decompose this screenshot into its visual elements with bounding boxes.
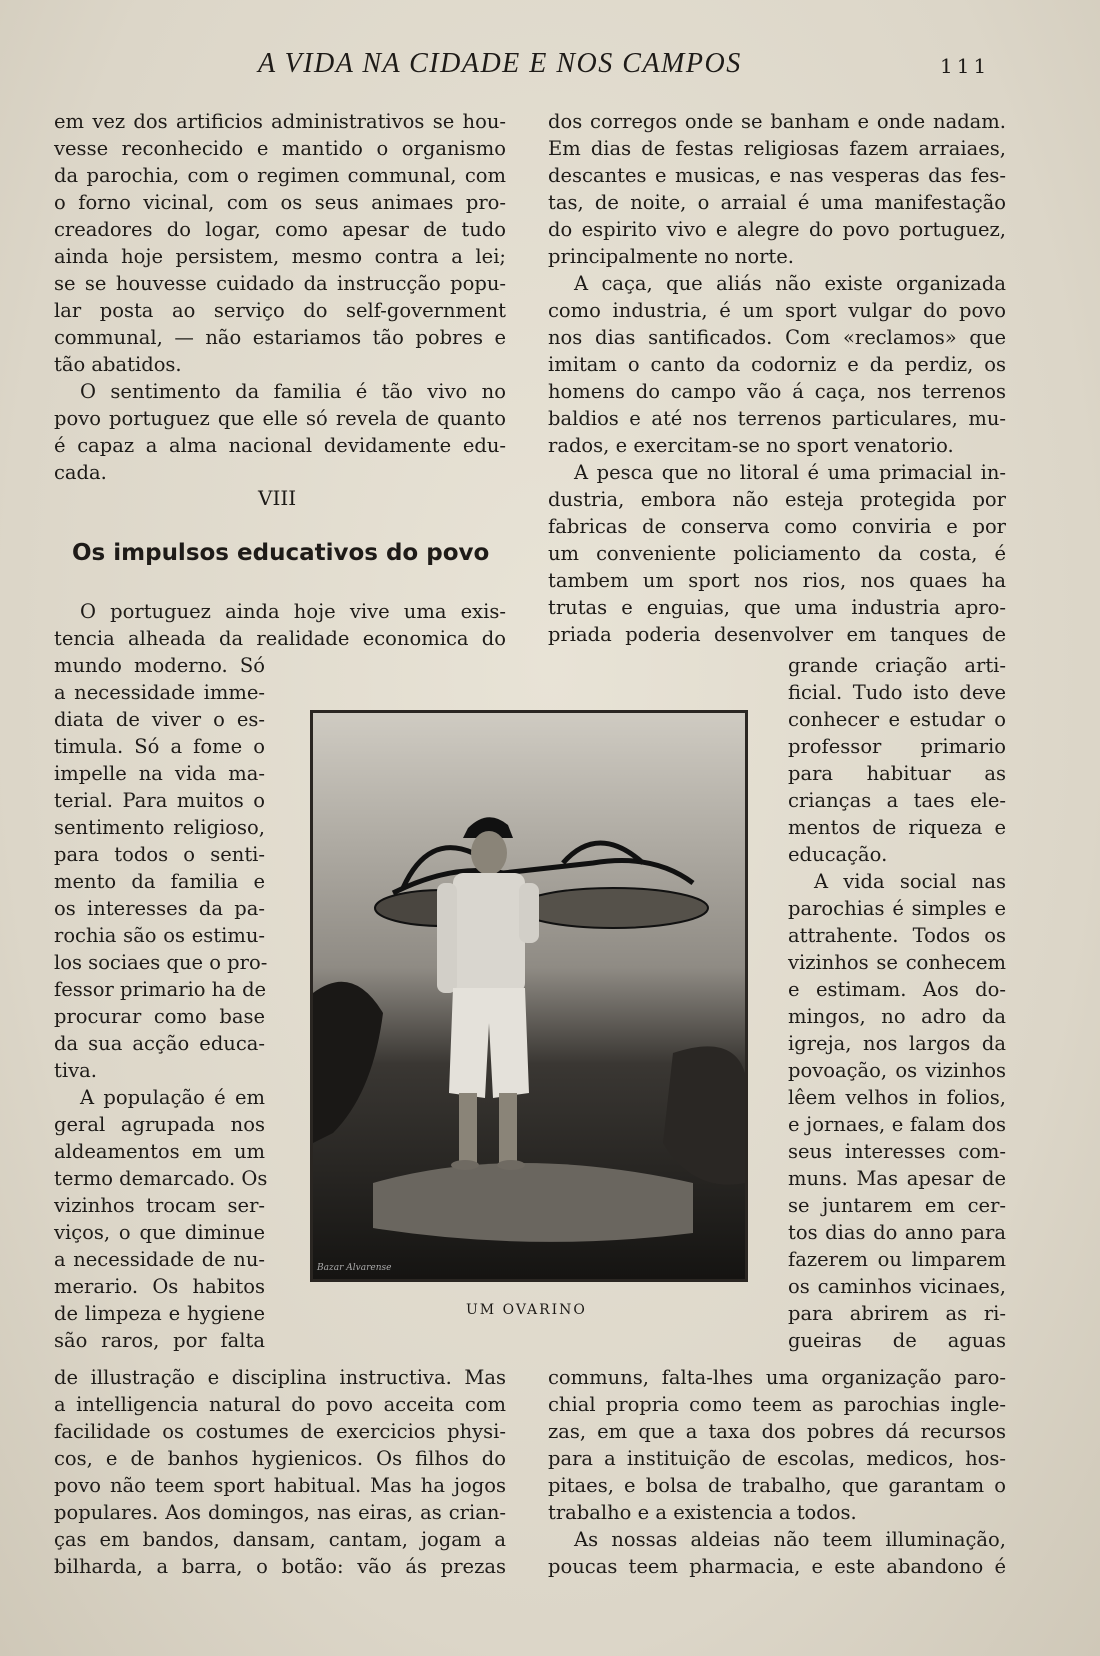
photo-signature: Bazar Alvarense <box>317 1263 392 1273</box>
text-line: A caça, que aliás não existe organizada <box>574 272 1006 295</box>
text-line: é capaz a alma nacional devidamente edu- <box>54 434 506 457</box>
text-line: a intelligencia natural do povo acceita com <box>54 1393 506 1416</box>
text-line: communs, falta-lhes uma organização paro- <box>548 1366 1006 1389</box>
left-column-intro <box>54 598 506 652</box>
text-line: termo demarcado. Os <box>54 1167 268 1190</box>
text-line: O portuguez ainda hoje vive uma exis- <box>80 600 506 623</box>
text-line: da sua acção educa- <box>54 1032 265 1055</box>
photo-caption: UM OVARINO <box>466 1302 587 1318</box>
text-line: homens do campo vão á caça, nos terrenos <box>548 380 1006 403</box>
text-line: para abrirem as ri- <box>788 1302 1006 1325</box>
text-line: para habituar as <box>788 762 1006 785</box>
left-column-bottom <box>54 1364 506 1580</box>
text-line: baldios e até nos terrenos particulares, mu- <box>548 407 1006 430</box>
text-line: fazerem ou limparem <box>788 1248 1006 1271</box>
text-line: se juntarem em cer- <box>788 1194 1006 1217</box>
text-line: As nossas aldeias não teem illuminação, <box>574 1528 1006 1551</box>
text-line: de illustração e disciplina instructiva. Mas <box>54 1366 506 1389</box>
text-line: do espirito vivo e alegre do povo portuguez, <box>548 218 1006 241</box>
text-line: chial propria como teem as parochias ingle- <box>548 1393 1006 1416</box>
text-line: geral agrupada nos <box>54 1113 265 1136</box>
text-line: professor primario <box>788 735 1006 758</box>
text-line: um conveniente policiamento da costa, é <box>548 542 1006 565</box>
text-line: seus interesses com- <box>788 1140 1006 1163</box>
text-line: mundo moderno. Só <box>54 654 265 677</box>
text-line: rados, e exercitam-se no sport venatorio. <box>548 434 954 457</box>
left-column-top <box>54 108 506 486</box>
text-line: trutas e enguias, que uma industria apro- <box>548 596 1006 619</box>
section-title: Os impulsos educativos do povo <box>72 540 490 566</box>
text-line: e jornaes, e falam dos <box>788 1113 1006 1136</box>
right-column-bottom <box>548 1364 1006 1580</box>
text-line: nos dias santificados. Com «reclamos» que <box>548 326 1006 349</box>
text-line: tiva. <box>54 1059 97 1082</box>
right-narrow-column <box>788 652 1006 1354</box>
text-line: se se houvesse cuidado da instrucção popu- <box>54 272 506 295</box>
text-line: vizinhos se conhecem <box>788 951 1006 974</box>
text-line: principalmente no norte. <box>548 245 794 268</box>
text-line: diata de viver o es- <box>54 708 265 731</box>
text-line: ainda hoje persistem, mesmo contra a lei; <box>54 245 506 268</box>
text-line: populares. Aos domingos, nas eiras, as crian- <box>54 1501 506 1524</box>
text-line: tão abatidos. <box>54 353 182 376</box>
text-line: tencia alheada da realidade economica do <box>54 627 506 650</box>
text-line: em vez dos artificios administrativos se hou- <box>54 110 506 133</box>
text-line: poucas teem pharmacia, e este abandono é <box>548 1555 1006 1578</box>
text-line: conhecer e estudar o <box>788 708 1006 731</box>
text-line: tas, de noite, o arraial é uma manifestação <box>548 191 1006 214</box>
text-line: dustria, embora não esteja protegida por <box>548 488 1006 511</box>
text-line: Em dias de festas religiosas fazem arraiaes, <box>548 137 1006 160</box>
text-line: vizinhos trocam ser- <box>54 1194 265 1217</box>
text-line: los sociaes que o pro- <box>54 951 268 974</box>
text-line: tos dias do anno para <box>788 1221 1006 1244</box>
text-line: são raros, por falta <box>54 1329 265 1352</box>
text-line: para todos o senti- <box>54 843 265 866</box>
text-line: mento da familia e <box>54 870 265 893</box>
text-line: grande criação arti- <box>788 654 1006 677</box>
text-line: tambem um sport nos rios, nos quaes ha <box>548 569 1006 592</box>
running-header <box>0 44 1100 84</box>
text-line: O sentimento da familia é tão vivo no <box>80 380 506 403</box>
text-line: a necessidade de nu- <box>54 1248 265 1271</box>
text-line: povo não teem sport habitual. Mas ha jogos <box>54 1474 506 1497</box>
text-line: lar posta ao serviço do self-government <box>54 299 506 322</box>
text-line: fessor primario ha de <box>54 978 267 1001</box>
text-line: o forno vicinal, com os seus animaes pro- <box>54 191 506 214</box>
text-line: educação. <box>788 843 888 866</box>
text-line: ficial. Tudo isto deve <box>788 681 1006 704</box>
text-line: da parochia, com o regimen communal, com <box>54 164 506 187</box>
page-number: 111 <box>940 54 991 78</box>
text-line: attrahente. Todos os <box>788 924 1006 947</box>
text-line: povoação, os vizinhos <box>788 1059 1006 1082</box>
text-line: os caminhos vicinaes, <box>788 1275 1006 1298</box>
text-line: mingos, no adro da <box>788 1005 1006 1028</box>
text-line: procurar como base <box>54 1005 265 1028</box>
text-line: priada poderia desenvolver em tanques de <box>548 623 1006 646</box>
text-line: pitaes, e bolsa de trabalho, que garantam o <box>548 1474 1006 1497</box>
text-line: a necessidade imme- <box>54 681 265 704</box>
text-line: dos corregos onde se banham e onde nadam. <box>548 110 1006 133</box>
text-line: e estimam. Aos do- <box>788 978 1006 1001</box>
text-line: os interesses da pa- <box>54 897 265 920</box>
text-line: communal, — não estariamos tão pobres e <box>54 326 506 349</box>
text-line: mentos de riqueza e <box>788 816 1006 839</box>
text-line: bilharda, a barra, o botão: vão ás prezas <box>54 1555 506 1578</box>
text-line: gueiras de aguas <box>788 1329 1006 1352</box>
text-line: A pesca que no litoral é uma primacial in- <box>574 461 1006 484</box>
text-line: sentimento religioso, <box>54 816 265 839</box>
text-line: muns. Mas apesar de <box>788 1167 1006 1190</box>
text-line: para a instituição de escolas, medicos, hos- <box>548 1447 1006 1470</box>
text-line: zas, em que a taxa dos pobres dá recursos <box>548 1420 1006 1443</box>
text-line: cada. <box>54 461 107 484</box>
text-line: terial. Para muitos o <box>54 789 265 812</box>
text-line: timula. Só a fome o <box>54 735 265 758</box>
text-line: impelle na vida ma- <box>54 762 265 785</box>
text-line: ças em bandos, dansam, cantam, jogam a <box>54 1528 506 1551</box>
text-line: de limpeza e hygiene <box>54 1302 265 1325</box>
text-line: A população é em <box>80 1086 265 1109</box>
text-line: vesse reconhecido e mantido o organismo <box>54 137 506 160</box>
text-line: descantes e musicas, e nas vesperas das fes- <box>548 164 1006 187</box>
text-line: imitam o canto da codorniz e da perdiz, os <box>548 353 1006 376</box>
text-line: fabricas de conserva como conviria e por <box>548 515 1006 538</box>
text-line: igreja, nos largos da <box>788 1032 1006 1055</box>
running-title: A VIDA NA CIDADE E NOS CAMPOS <box>258 48 742 79</box>
fisherman-illustration <box>313 713 745 1279</box>
text-line: crianças a taes ele- <box>788 789 1006 812</box>
text-line: parochias é simples e <box>788 897 1006 920</box>
text-line: creadores do logar, como apesar de tudo <box>54 218 506 241</box>
text-line: trabalho e a existencia a todos. <box>548 1501 857 1524</box>
text-line: lêem velhos in folios, <box>788 1086 1006 1109</box>
text-line: povo portuguez que elle só revela de quanto <box>54 407 506 430</box>
left-narrow-column <box>54 652 268 1354</box>
text-line: rochia são os estimu- <box>54 924 265 947</box>
text-line: facilidade os costumes de exercicios physi- <box>54 1420 506 1443</box>
text-line: merario. Os habitos <box>54 1275 265 1298</box>
right-column-top <box>548 108 1006 648</box>
text-line: cos, e de banhos hygienicos. Os filhos do <box>54 1447 506 1470</box>
text-line: como industria, é um sport vulgar do povo <box>548 299 1006 322</box>
text-line: A vida social nas <box>814 870 1006 893</box>
text-line: viços, o que diminue <box>54 1221 265 1244</box>
text-line: aldeamentos em um <box>54 1140 265 1163</box>
section-number: VIII <box>258 486 297 510</box>
photograph-ovarino <box>310 710 748 1282</box>
